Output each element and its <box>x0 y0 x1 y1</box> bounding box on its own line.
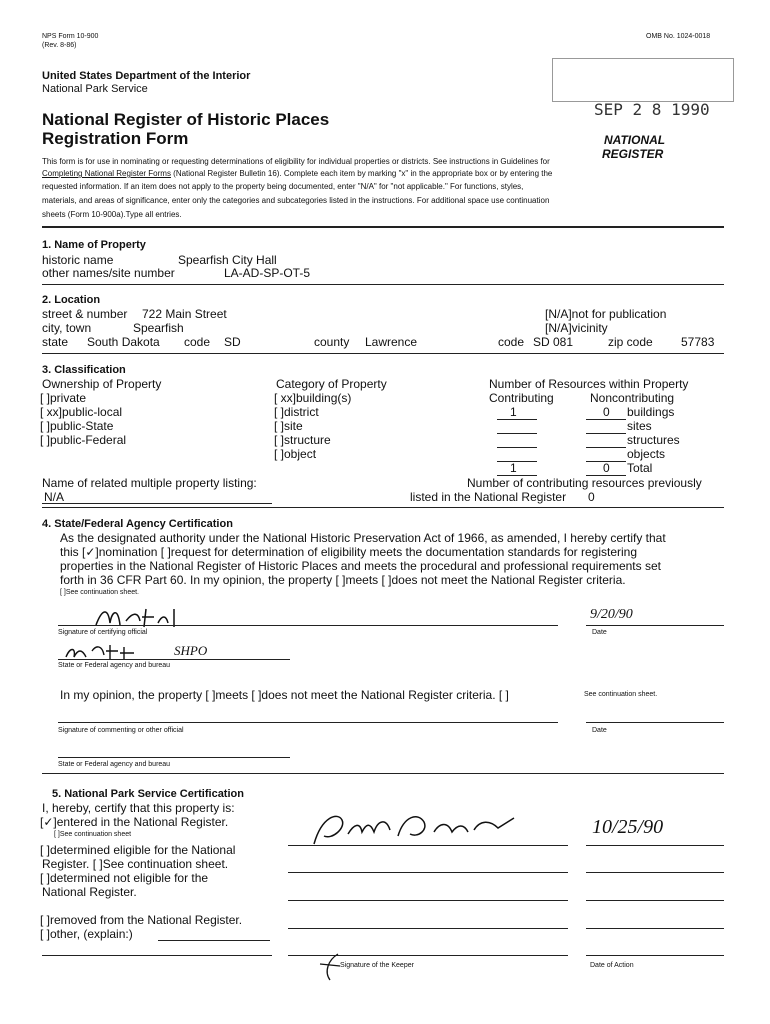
date-line <box>586 845 724 846</box>
form-number: NPS Form 10-900 <box>42 33 99 40</box>
contributing-heading: Contributing <box>489 391 554 405</box>
agency-value: SHPO <box>174 643 208 658</box>
blank-line <box>42 955 272 956</box>
received-stamp <box>552 58 734 102</box>
street-label: street & number <box>42 307 128 321</box>
section-5-heading: 5. National Park Service Certification <box>52 788 244 800</box>
state-code-value: SD <box>224 335 241 349</box>
historic-name-value: Spearfish City Hall <box>178 253 277 267</box>
divider <box>42 773 724 774</box>
blank-line <box>42 503 272 504</box>
prev-listed-line-1: Number of contributing resources previously <box>467 476 702 490</box>
county-code-value: SD 081 <box>533 335 574 349</box>
row-label-objects: objects <box>627 447 666 461</box>
street-value: 722 Main Street <box>142 307 227 321</box>
prev-listed-value: 0 <box>588 490 595 504</box>
keeper-signature <box>308 806 528 850</box>
nps-entered[interactable]: [✓]entered in the National Register. <box>40 815 229 829</box>
state-value: South Dakota <box>87 335 160 349</box>
agency-label: State or Federal agency and bureau <box>58 662 171 669</box>
nps-line-1: I, hereby, certify that this property is: <box>42 801 235 815</box>
keeper-line <box>288 900 568 901</box>
signature-line <box>58 722 558 723</box>
county-code-label: code <box>498 335 525 349</box>
stamp-national: NATIONAL <box>604 133 666 147</box>
row-label-sites: sites <box>627 419 652 433</box>
intro-line-4: materials, and areas of significance, enter only the categories and subcategories listed in the instructions. For additional space use continuation <box>42 196 550 205</box>
keeper-line <box>288 872 568 873</box>
city-label: city, town <box>42 321 92 335</box>
noncontrib-buildings: 0 <box>603 405 610 419</box>
section-1-heading: 1. Name of Property <box>42 239 146 251</box>
blank-line <box>497 447 537 448</box>
action-date-label: Date of Action <box>590 962 634 969</box>
action-date-value: 10/25/90 <box>592 816 664 838</box>
related-listing-label: Name of related multiple property listing: <box>42 476 257 490</box>
blank-line <box>586 433 626 434</box>
blank-line <box>586 447 626 448</box>
cert-line-4: forth in 36 CFR Part 60. In my opinion, the property [ ]meets [ ]does not meet the National Register criteria. <box>60 573 626 587</box>
contrib-buildings: 1 <box>510 405 517 419</box>
cert-date-value: 9/20/90 <box>590 607 633 622</box>
ownership-public-state[interactable]: [ ]public-State <box>40 419 114 433</box>
state-code-label: code <box>184 335 211 349</box>
county-value: Lawrence <box>365 335 418 349</box>
divider <box>42 284 724 285</box>
zip-value: 57783 <box>681 335 715 349</box>
category-district[interactable]: [ ]district <box>274 405 319 419</box>
state-label: state <box>42 335 69 349</box>
keeper-line <box>288 928 568 929</box>
contrib-total: 1 <box>510 461 517 475</box>
noncontrib-total: 0 <box>603 461 610 475</box>
row-label-structures: structures <box>627 433 680 447</box>
page-title: National Register of Historic Places <box>42 110 330 129</box>
opinion-text: In my opinion, the property [ ]meets [ ]does not meet the National Register criteria. [ ] <box>60 688 509 702</box>
cert-line-1: As the designated authority under the National Historic Preservation Act of 1966, as amended, I hereby certify that <box>60 531 666 545</box>
divider <box>42 507 724 508</box>
cert-line-3: properties in the National Register of Historic Places and meets the procedural and professional requirements set <box>60 559 661 573</box>
form-revision: (Rev. 8-86) <box>42 42 77 49</box>
city-value: Spearfish <box>133 321 184 335</box>
ownership-public-federal[interactable]: [ ]public-Federal <box>40 433 127 447</box>
date-label: Date <box>592 629 607 636</box>
commenting-signature-label: Signature of commenting or other official <box>58 727 184 734</box>
blank-line <box>497 433 537 434</box>
guidelines-link[interactable]: Completing National Register Forms <box>42 169 171 178</box>
divider <box>42 226 724 228</box>
blank-line <box>497 419 537 420</box>
date-line <box>586 900 724 901</box>
omb-number: OMB No. 1024-0018 <box>646 33 711 40</box>
stamp-register: REGISTER <box>602 147 664 161</box>
other-names-label: other names/site number <box>42 266 175 280</box>
service: National Park Service <box>42 83 148 95</box>
date-line <box>586 928 724 929</box>
explain-line <box>158 940 270 941</box>
blank-line <box>497 461 537 462</box>
nps-not-eligible[interactable]: [ ]determined not eligible for the <box>40 871 209 885</box>
category-site[interactable]: [ ]site <box>274 419 303 433</box>
vicinity: [N/A]vicinity <box>545 321 608 335</box>
category-building[interactable]: [ xx]building(s) <box>274 391 352 405</box>
noncontributing-heading: Noncontributing <box>590 391 675 405</box>
zip-label: zip code <box>608 335 653 349</box>
date-label-2: Date <box>592 727 607 734</box>
keeper-line <box>288 845 568 846</box>
not-for-publication: [N/A]not for publication <box>545 307 667 321</box>
date-line <box>586 955 724 956</box>
category-object[interactable]: [ ]object <box>274 447 317 461</box>
intro-line-5: sheets (Form 10-900a).Type all entries. <box>42 210 182 219</box>
ownership-public-local[interactable]: [ xx]public-local <box>40 405 123 419</box>
county-label: county <box>314 335 350 349</box>
other-names-value: LA-AD-SP-OT-5 <box>224 266 311 280</box>
row-label-buildings: buildings <box>627 405 675 419</box>
intro-line-3: requested information. If an item does not apply to the property being documented, enter "N/A" for "not applicable." For functions, styles, <box>42 182 524 191</box>
nps-national-register: National Register. <box>42 885 137 899</box>
date-line <box>586 625 724 626</box>
section-2-heading: 2. Location <box>42 294 101 306</box>
page-subtitle: Registration Form <box>42 129 189 148</box>
historic-name-label: historic name <box>42 253 114 267</box>
date-line <box>586 722 724 723</box>
section-4-heading: 4. State/Federal Agency Certification <box>42 518 233 530</box>
blank-line <box>586 419 626 420</box>
ownership-private[interactable]: [ ]private <box>40 391 87 405</box>
prev-listed-line-2: listed in the National Register <box>410 490 567 504</box>
intro-line-2: Completing National Register Forms (National Register Bulletin 16). Complete each item by marking "x" in the appropriate box or by entering the <box>42 169 553 178</box>
keeper-label: Signature of the Keeper <box>340 962 414 969</box>
date-line <box>586 872 724 873</box>
opinion-see-continuation[interactable]: See continuation sheet. <box>584 691 658 698</box>
department: United States Department of the Interior <box>42 70 251 82</box>
category-structure[interactable]: [ ]structure <box>274 433 331 447</box>
ownership-heading: Ownership of Property <box>42 377 162 391</box>
signature-label: Signature of certifying official <box>58 629 148 636</box>
see-continuation-1[interactable]: [ ]See continuation sheet. <box>60 589 139 596</box>
nps-removed[interactable]: [ ]removed from the National Register. <box>40 913 243 927</box>
related-listing-value: N/A <box>44 490 65 504</box>
divider <box>42 353 724 354</box>
row-label-total: Total <box>627 461 653 475</box>
nps-other[interactable]: [ ]other, (explain:) <box>40 927 133 941</box>
nps-see-cont-1[interactable]: [ ]See continuation sheet <box>54 831 132 838</box>
nps-register: Register. [ ]See continuation sheet. <box>42 857 229 871</box>
certifying-signature <box>92 603 212 631</box>
agency-line <box>58 659 290 660</box>
category-heading: Category of Property <box>276 377 387 391</box>
agency-label-2: State or Federal agency and bureau <box>58 761 171 768</box>
stamp-date: SEP 2 8 1990 <box>594 100 710 119</box>
section-3-heading: 3. Classification <box>42 364 126 376</box>
resources-heading: Number of Resources within Property <box>489 377 689 391</box>
signature-line <box>58 625 558 626</box>
agency-line <box>58 757 290 758</box>
nps-eligible[interactable]: [ ]determined eligible for the National <box>40 843 236 857</box>
cert-line-2: this [✓]nomination [ ]request for determination of eligibility meets the documentation standards for registering <box>60 545 638 559</box>
intro-line-1: This form is for use in nominating or requesting determinations of eligibility for individual properties or districts. See instructions in Guidelines for <box>42 157 550 166</box>
